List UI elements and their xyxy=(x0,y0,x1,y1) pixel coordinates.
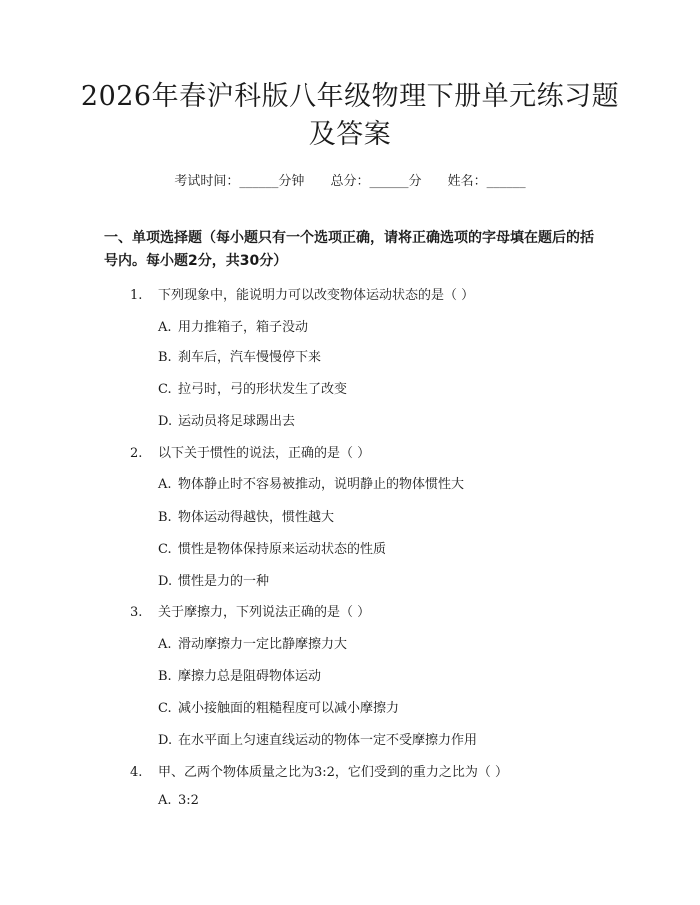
option-text: 物体运动得越快，惯性越大 xyxy=(178,510,335,525)
question-4 xyxy=(130,761,508,780)
option-text: 摩擦力总是阻碍物体运动 xyxy=(178,669,322,684)
option-letter: A. xyxy=(158,477,172,492)
option-letter: C. xyxy=(158,701,172,716)
question-3-option-a xyxy=(158,633,347,652)
option-letter: D. xyxy=(158,733,173,748)
exam-meta-line xyxy=(0,170,700,189)
question-1-option-a xyxy=(158,316,308,335)
option-letter: D. xyxy=(158,574,173,589)
question-1-option-d xyxy=(158,410,295,429)
question-text: 下列现象中，能说明力可以改变物体运动状态的是（ ） xyxy=(158,288,475,303)
option-text: 减小接触面的粗糙程度可以减小摩擦力 xyxy=(178,701,400,716)
section-heading-single-choice: 一、单项选择题（每小题只有一个选项正确，请将正确选项的字母填在题后的括号内。每小题2分，共30分） xyxy=(104,230,594,269)
question-3-option-c xyxy=(158,697,399,716)
question-text: 以下关于惯性的说法，正确的是（ ） xyxy=(158,446,371,461)
option-letter: B. xyxy=(158,669,172,684)
option-text: 惯性是物体保持原来运动状态的性质 xyxy=(178,542,387,557)
question-3 xyxy=(130,601,370,620)
option-text: 惯性是力的一种 xyxy=(178,574,270,589)
question-3-option-b xyxy=(158,665,321,684)
question-number: 2. xyxy=(130,446,143,461)
question-number: 3. xyxy=(130,605,143,620)
question-2 xyxy=(130,442,370,461)
question-2-option-a xyxy=(158,473,464,492)
question-1-option-c xyxy=(158,378,347,397)
question-1 xyxy=(130,284,474,303)
option-text: 运动员将足球踢出去 xyxy=(178,414,296,429)
option-letter: D. xyxy=(158,414,173,429)
option-letter: B. xyxy=(158,510,172,525)
option-letter: A. xyxy=(158,637,172,652)
question-text: 甲、乙两个物体质量之比为3:2，它们受到的重力之比为（ ） xyxy=(158,765,509,780)
option-letter: C. xyxy=(158,542,172,557)
option-text: 滑动摩擦力一定比静摩擦力大 xyxy=(178,637,348,652)
option-text: 用力推箱子，箱子没动 xyxy=(178,320,309,335)
question-2-option-b xyxy=(158,506,334,525)
document-title: 2026年春沪科版八年级物理下册单元练习题及答案 xyxy=(80,81,620,150)
question-number: 1. xyxy=(130,288,143,303)
question-2-option-d xyxy=(158,570,269,589)
option-letter: B. xyxy=(158,350,172,365)
option-text: 物体静止时不容易被推动，说明静止的物体惯性大 xyxy=(178,477,465,492)
option-letter: A. xyxy=(158,320,172,335)
question-1-option-b xyxy=(158,346,321,365)
question-number: 4. xyxy=(130,765,143,780)
student-name-field: 姓名：______ xyxy=(447,174,526,189)
question-text: 关于摩擦力，下列说法正确的是（ ） xyxy=(158,605,371,620)
option-text: 拉弓时，弓的形状发生了改变 xyxy=(178,382,348,397)
exam-time-field: 考试时间：______分钟 xyxy=(174,174,305,189)
question-4-option-a xyxy=(158,793,199,808)
option-text: 3:2 xyxy=(178,793,199,808)
option-text: 在水平面上匀速直线运动的物体一定不受摩擦力作用 xyxy=(178,733,478,748)
option-letter: A. xyxy=(158,793,172,808)
total-score-field: 总分：______分 xyxy=(330,174,422,189)
option-letter: C. xyxy=(158,382,172,397)
question-2-option-c xyxy=(158,538,386,557)
option-text: 刹车后，汽车慢慢停下来 xyxy=(178,350,322,365)
question-3-option-d xyxy=(158,729,477,748)
